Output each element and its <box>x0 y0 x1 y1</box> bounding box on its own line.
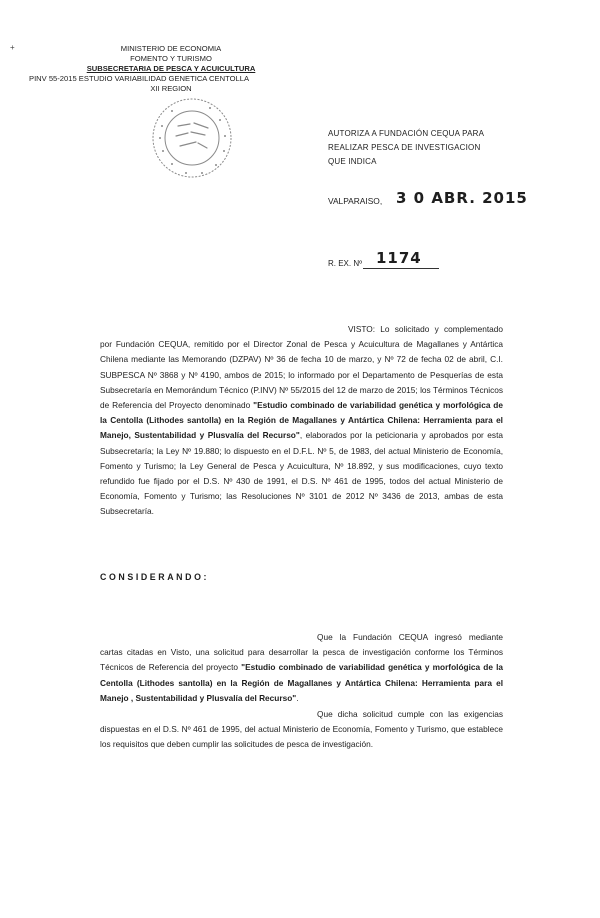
subsecretaria-name: SUBSECRETARIA DE PESCA Y ACUICULTURA <box>86 64 256 73</box>
corner-mark: + <box>10 43 15 52</box>
considerando-heading: CONSIDERANDO: <box>100 572 210 582</box>
resolution-label: R. EX. Nº <box>328 259 363 268</box>
considerando1-end: . <box>296 692 299 703</box>
visto-rest-text: , elaborados por la peticionaria y aprobados por esta Subsecretaría; la Ley Nº 19.880; lo dispuesto en el D.F.L. Nº 5, de 1983, del actual Ministerio de Economía, Fomento y Turismo; la Ley General de Pesca y Acuicultura, Nº 18.892, y sus modificaciones, cuyo texto refundido fue fijado por el D.S. Nº 430 de 1991, el D.S. Nº 461 de 1995, todos del actual Ministerio de Economía, Fomento y Turismo; las Resoluciones Nº 3101 de 2012 Nº 3436 de 2013, ambas de esta Subsecretaría. <box>100 430 503 517</box>
considerando1-project-title: "Estudio combinado de variabilidad genética y morfológica de la Centolla (Lithodes santolla) en la Región de Magallanes y Antártica Chilena: Herramienta para el Manejo , Sustentabilidad y Plusvalía del Recurso" <box>100 662 503 703</box>
official-seal-stamp <box>150 96 234 180</box>
region-line: XII REGION <box>150 84 192 93</box>
letterhead <box>29 44 256 94</box>
visto-project-title: "Estudio combinado de variabilidad genética y morfológica de la Centolla (Lithodes santolla) en la Región de Magallanes y Antártica Chilena: Herramienta para el Manejo, Sustentabilidad y Plusvalía del Recurso" <box>100 400 503 441</box>
resolution-title: AUTORIZA A FUNDACIÓN CEQUA PARA REALIZAR PESCA DE INVESTIGACION QUE INDICA <box>328 129 484 166</box>
place-and-date <box>328 189 528 207</box>
ministry-name-line2: FOMENTO Y TURISMO <box>130 54 212 63</box>
number-underline <box>363 268 439 269</box>
resolution-number-value: 1174 <box>376 249 422 267</box>
considerando-paragraph-2: Que dicha solicitud cumple con las exigencias dispuestas en el D.S. Nº 461 de 1995, del actual Ministerio de Economía, Fomento y Turismo, que establece los requisitos que deben cumplir las solicitudes de pesca de investigación. <box>100 709 503 750</box>
considerando1-lead-text: Que la Fundación CEQUA ingresó mediante cartas citadas en Visto, una solicitud para desarrollar la pesca de investigación conforme los Términos Técnicos de Referencia del proyecto <box>100 632 503 673</box>
visto-lead-text: VISTO: Lo solicitado y complementado por Fundación CEQUA, remitido por el Director Zonal de Pesca y Acuicultura de Magallanes y Antártica Chilena mediante las Memorando (DZPAV) Nº 36 de fecha 10 de marzo, y Nº 72 de fecha 02 de abril, C.I. SUBPESCA Nº 3868 y Nº 4190, ambos de 2015; lo informado por el Departamento de Pesquerías de esta Subsecretaría en Memorándum Técnico (P.INV) Nº 55/2015 del 12 de marzo de 2015; los Términos Técnicos de Referencia del Proyecto denominado <box>100 324 503 411</box>
considerando-paragraph-1 <box>100 630 503 706</box>
stamped-date: 3 0 ABR. 2015 <box>396 189 528 207</box>
ministry-name: MINISTERIO DE ECONOMIA <box>120 44 222 53</box>
place-label: VALPARAISO, <box>328 196 383 206</box>
reference-line: PINV 55-2015 ESTUDIO VARIABILIDAD GENETICA CENTOLLA <box>29 74 250 83</box>
resolution-number <box>328 249 422 268</box>
visto-paragraph <box>100 322 503 520</box>
